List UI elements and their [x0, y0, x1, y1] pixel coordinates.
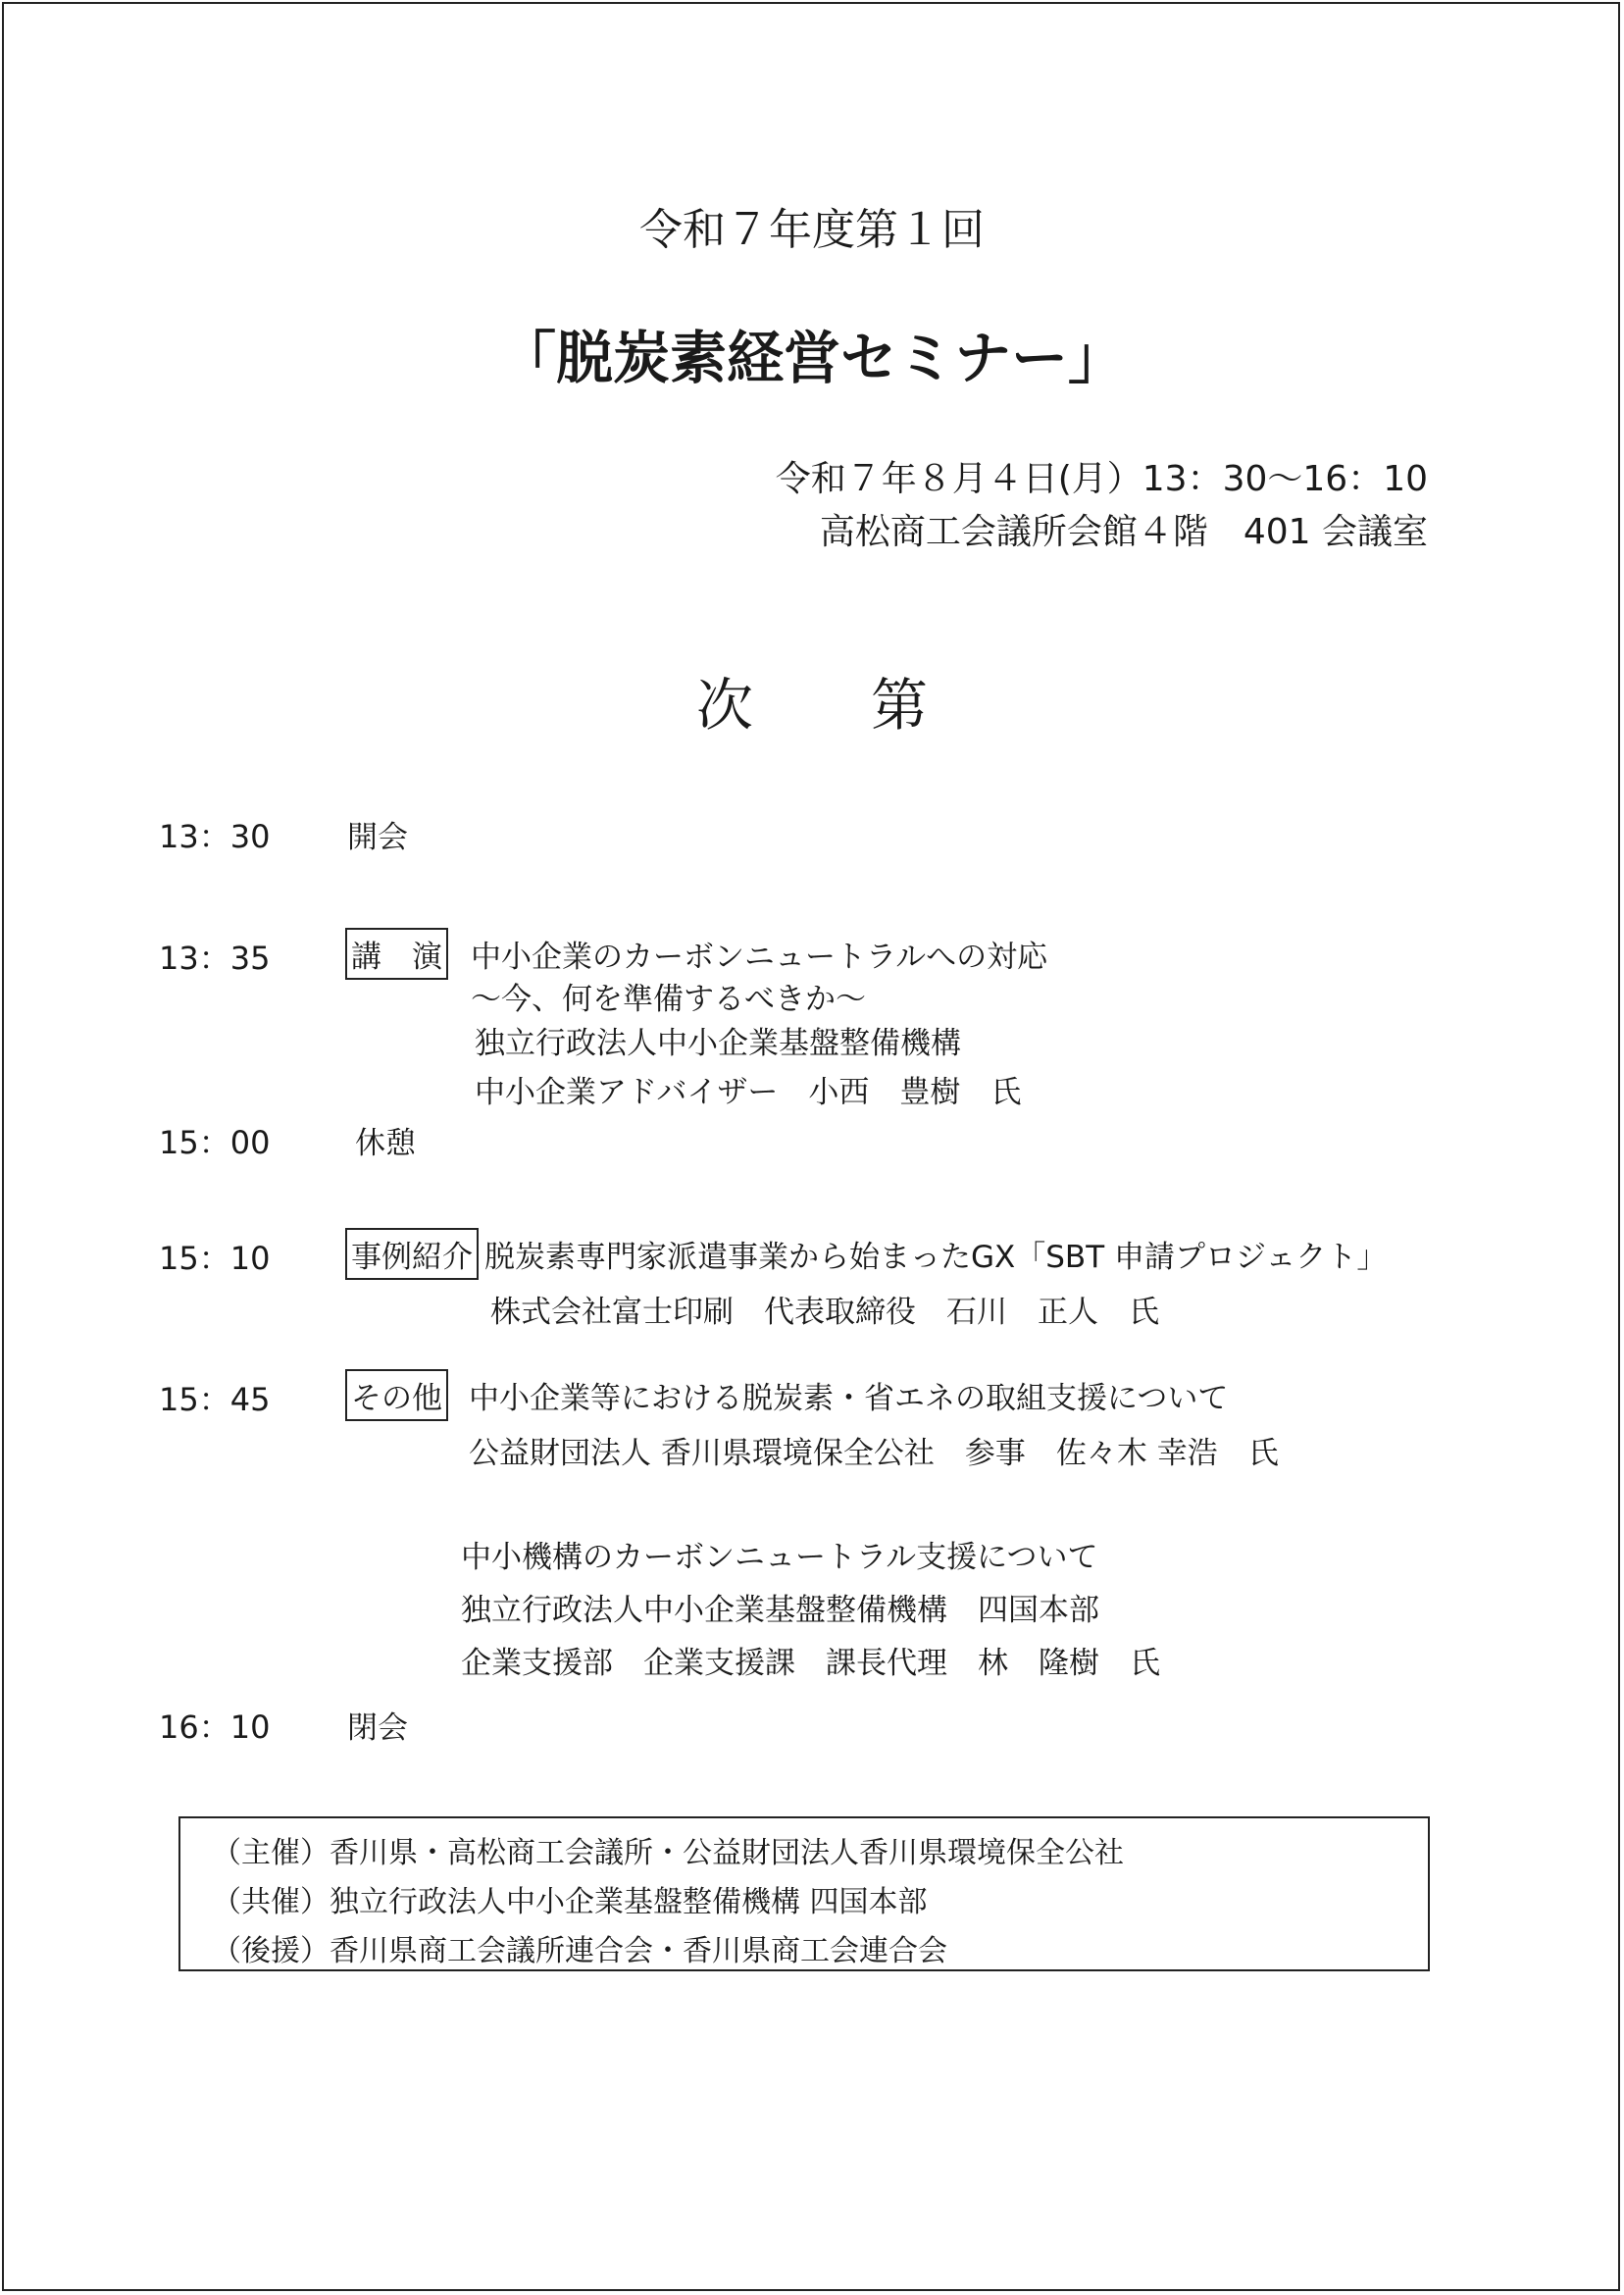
lecture-speaker: 中小企業アドバイザー 小西 豊樹 氏	[475, 1075, 1022, 1110]
agenda-item-closing: 閉会	[347, 1710, 408, 1746]
page-title: 「脱炭素経営セミナー」	[498, 325, 1125, 391]
agenda-item-break: 休憩	[355, 1126, 416, 1161]
agenda-time: 16：10	[159, 1708, 271, 1746]
other-title-1: 中小企業等における脱炭素・省エネの取組支援について	[469, 1381, 1229, 1416]
lecture-title: 中小企業のカーボンニュートラルへの対応	[471, 940, 1048, 975]
agenda-time: 13：30	[159, 818, 271, 855]
other-speaker-2: 企業支援部 企業支援課 課長代理 林 隆樹 氏	[461, 1646, 1160, 1681]
lecture-organization: 独立行政法人中小企業基盤整備機構	[475, 1026, 961, 1061]
agenda-tag-case-study: 事例紹介	[345, 1228, 479, 1280]
organizer-cohost: （共催）独立行政法人中小企業基盤整備機構 四国本部	[212, 1885, 928, 1919]
organizer-host: （主催）香川県・高松商工会議所・公益財団法人香川県環境保全公社	[212, 1836, 1124, 1870]
organizers-box	[178, 1816, 1430, 1971]
case-study-title: 脱炭素専門家派遣事業から始まったGX「SBT 申請プロジェクト」	[484, 1240, 1388, 1275]
agenda-heading: 次第	[695, 672, 1045, 739]
other-speaker-1: 公益財団法人 香川県環境保全公社 参事 佐々木 幸浩 氏	[469, 1436, 1279, 1471]
event-venue: 高松商工会議所会館４階 401 会議室	[819, 512, 1428, 552]
lecture-subtitle: ～今、何を準備するべきか～	[471, 982, 866, 1017]
agenda-time: 15：45	[159, 1381, 271, 1418]
agenda-item-opening: 開会	[347, 820, 408, 855]
event-date: 令和７年８月４日(月）13：30～16：10	[775, 459, 1428, 499]
agenda-time: 13：35	[159, 940, 271, 977]
case-study-speaker: 株式会社富士印刷 代表取締役 石川 正人 氏	[490, 1295, 1159, 1330]
organizer-support: （後援）香川県商工会議所連合会・香川県商工会連合会	[212, 1934, 947, 1968]
agenda-time: 15：10	[159, 1240, 271, 1277]
other-organization-2: 独立行政法人中小企業基盤整備機構 四国本部	[461, 1593, 1099, 1628]
other-title-2: 中小機構のカーボンニュートラル支援について	[461, 1540, 1098, 1575]
page-subtitle: 令和７年度第１回	[639, 205, 985, 255]
agenda-tag-lecture: 講 演	[345, 928, 448, 980]
agenda-tag-other: その他	[345, 1369, 448, 1421]
agenda-time: 15：00	[159, 1124, 271, 1161]
